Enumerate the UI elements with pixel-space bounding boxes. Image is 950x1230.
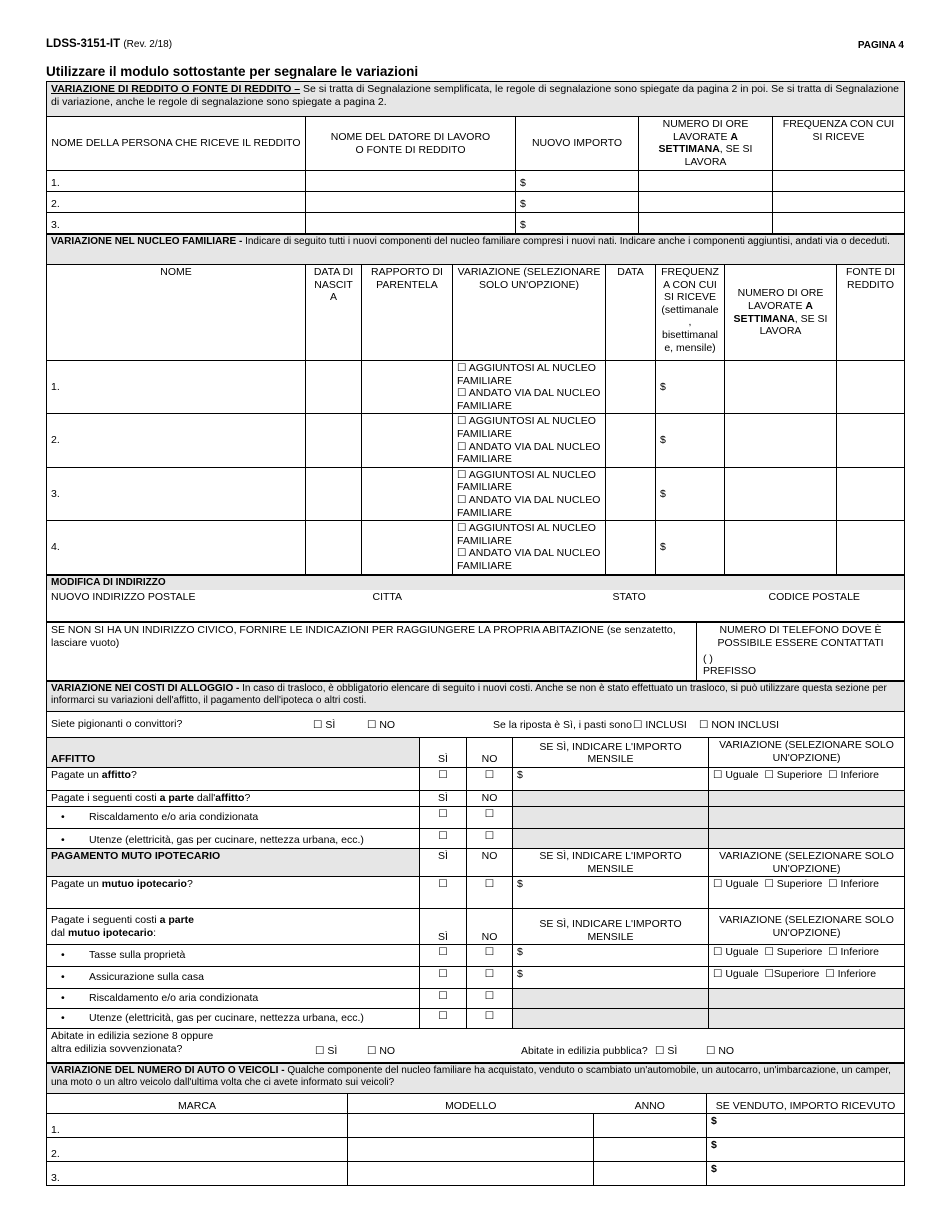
relationship-field[interactable]	[362, 467, 453, 520]
household-col-name: NOME	[47, 265, 306, 361]
income-col-name: NOME DELLA PERSONA CHE RICEVE IL REDDITO	[47, 117, 306, 171]
vehicles-col-sold: SE VENDUTO, IMPORTO RICEVUTO	[707, 1094, 905, 1114]
income-row-number: 1.	[47, 171, 306, 192]
amount-field[interactable]	[516, 171, 639, 192]
housing-section-header	[47, 682, 905, 712]
source-field[interactable]	[837, 521, 905, 574]
higher-checkbox[interactable]: ☐ Superiore	[764, 878, 823, 891]
hh-hours-t2: , SE SI LAVORA	[759, 312, 828, 338]
meals-included-checkbox[interactable]: ☐ INCLUSI	[633, 719, 687, 731]
rent-no-checkbox[interactable]: ☐	[467, 768, 513, 791]
dollar-sign: $	[517, 878, 523, 891]
dollar-sign: $	[660, 487, 666, 500]
dollar-sign: $	[520, 177, 526, 190]
city-field[interactable]	[369, 590, 609, 622]
lower-checkbox[interactable]: ☐ Inferiore	[828, 946, 880, 959]
hh-hours-b2: SETTIMANA	[733, 312, 795, 325]
dollar-sign: $	[517, 946, 523, 959]
dollar-sign: $	[517, 968, 523, 981]
no-header: NO	[467, 738, 513, 768]
table-row	[47, 967, 905, 989]
boarders-no-checkbox[interactable]: ☐ NO	[367, 719, 396, 731]
sold-amount-field[interactable]	[707, 1138, 905, 1162]
household-title: VARIAZIONE NEL NUCLEO FAMILIARE -	[51, 236, 243, 247]
dollar-sign: $	[711, 1115, 717, 1128]
subsidized-row	[47, 1029, 905, 1063]
added-checkbox[interactable]: ☐ AGGIUNTOSI AL NUCLEO FAMILIARE	[457, 362, 596, 387]
table-row	[47, 414, 905, 467]
table-row	[47, 1009, 905, 1029]
yes-header: SÌ	[420, 909, 467, 945]
boarders-row	[47, 712, 905, 738]
model-field[interactable]	[348, 1138, 594, 1162]
dollar-sign: $	[660, 380, 666, 393]
income-col-frequency: FREQUENZA CON CUI SI RICEVE	[773, 117, 905, 171]
income-col-employer-l1: NOME DEL DATORE DI LAVORO	[330, 130, 491, 143]
table-row	[47, 1162, 905, 1186]
dollar-sign: $	[711, 1163, 717, 1176]
equal-checkbox[interactable]: ☐ Uguale	[713, 946, 759, 959]
income-col-amount: NUOVO IMPORTO	[516, 117, 639, 171]
dob-field[interactable]	[306, 361, 362, 414]
insurance-change-options	[709, 967, 905, 989]
income-section	[46, 81, 905, 234]
lower-checkbox[interactable]: ☐ Inferiore	[828, 769, 880, 781]
household-section-header	[47, 235, 905, 265]
public-yes-checkbox[interactable]: ☐ SÌ	[655, 1045, 678, 1058]
income-section-header	[47, 82, 905, 117]
household-col-source: FONTE DI REDDITO	[837, 265, 905, 361]
housing-text: In caso di trasloco, è obbligatorio elencare di seguito i nuovi costi. Anche se non è stato effettuato un trasloco, si può utilizzare questa sezione per informarci su variazioni dell'affitto, il pagamento dell'ipoteca o altri costi.	[51, 683, 887, 706]
form-id-text: LDSS-3151-IT	[46, 38, 121, 50]
change-options	[453, 361, 606, 414]
dob-field[interactable]	[306, 414, 362, 467]
section8-label-1: Abitate in edilizia sezione 8 oppure	[51, 1030, 214, 1043]
mortgage-heating-yes-checkbox[interactable]: ☐	[420, 989, 467, 1009]
dollar-sign: $	[520, 198, 526, 211]
added-checkbox[interactable]: ☐ AGGIUNTOSI AL NUCLEO FAMILIARE	[457, 415, 596, 440]
page-number: PAGINA 4	[857, 40, 904, 51]
directions-field[interactable]	[47, 623, 697, 681]
form-revision: (Rev. 2/18)	[123, 39, 173, 50]
frequency-field[interactable]	[773, 171, 905, 192]
rc-mid: dall'	[194, 792, 216, 805]
table-row	[47, 171, 905, 192]
rent-q-post: ?	[130, 769, 137, 781]
shaded-cell	[513, 1009, 709, 1029]
dob-field[interactable]	[306, 467, 362, 520]
hours-field[interactable]	[639, 192, 773, 213]
rc-pre: Pagate i seguenti costi	[51, 792, 160, 805]
insurance-amount-field[interactable]	[513, 967, 709, 989]
income-col-hours	[639, 117, 773, 171]
monthly-amount-header: SE SÌ, INDICARE L'IMPORTO MENSILE	[513, 849, 709, 877]
rent-heating-yes-checkbox[interactable]: ☐	[420, 807, 467, 829]
change-options	[453, 521, 606, 574]
rent-amount-field[interactable]	[513, 768, 709, 791]
household-row-number: 4.	[47, 521, 306, 574]
state-field[interactable]	[609, 590, 739, 622]
mail-address-label: NUOVO INDIRIZZO POSTALE	[51, 590, 196, 603]
relationship-field[interactable]	[362, 521, 453, 574]
household-col-hours	[725, 265, 837, 361]
directions-section	[46, 622, 905, 681]
housing-title: VARIAZIONE NEI COSTI DI ALLOGGIO -	[51, 683, 240, 694]
mc-bold: a parte	[159, 914, 195, 927]
left-checkbox[interactable]: ☐ ANDATO VIA DAL NUCLEO FAMILIARE	[457, 547, 601, 572]
shaded-cell	[709, 989, 905, 1009]
state-label: STATO	[612, 590, 646, 603]
dob-field[interactable]	[306, 521, 362, 574]
no-header: NO	[467, 849, 513, 877]
taxes-yes-checkbox[interactable]: ☐	[420, 945, 467, 967]
rc-bold2: affitto	[215, 792, 245, 805]
rent-utilities-no-checkbox[interactable]: ☐	[467, 829, 513, 849]
higher-checkbox[interactable]: ☐ Superiore	[764, 769, 823, 781]
sold-amount-field[interactable]	[707, 1114, 905, 1138]
table-row	[47, 945, 905, 967]
household-col-frequency	[656, 265, 725, 361]
meals-question: Se la riposta è Sì, i pasti sono	[493, 719, 632, 731]
insurance-yes-checkbox[interactable]: ☐	[420, 967, 467, 989]
shaded-cell	[513, 791, 709, 807]
freq-l1: FREQUENZ A CON CUI SI RICEVE (settimanale	[661, 266, 719, 316]
dollar-sign: $	[660, 434, 666, 447]
freq-field[interactable]	[656, 467, 725, 520]
mc-l2-post: :	[153, 926, 157, 939]
no-header: NO	[467, 791, 513, 807]
hours-field[interactable]	[725, 521, 837, 574]
sold-amount-field[interactable]	[707, 1162, 905, 1186]
directions-label: SE NON SI HA UN INDIRIZZO CIVICO, FORNIRE LE INDICAZIONI PER RAGGIUNGERE LA PROPRIA ABITAZIONE (se senzatetto, lasciare vuoto)	[51, 624, 676, 649]
income-text: Se si tratta di Segnalazione semplificata, le regole di segnalazione sono spiegate da pagina 2 in poi. Se si tratta di Segnalazione di variazione, anche le regole di segnalazione sono spiegate a pagina 2.	[51, 83, 900, 108]
hours-t1: NUMERO DI ORE LAVORATE	[662, 118, 749, 143]
rent-title: AFFITTO	[47, 738, 420, 768]
hours-b2: SETTIMANA	[658, 143, 720, 156]
meals-not-included-checkbox[interactable]: ☐ NON INCLUSI	[699, 719, 780, 731]
table-row	[47, 807, 905, 829]
relationship-field[interactable]	[362, 414, 453, 467]
monthly-amount-header: SE SÌ, INDICARE L'IMPORTO MENSILE	[513, 738, 709, 768]
lower-checkbox[interactable]: ☐ Inferiore	[825, 968, 877, 981]
income-row-number: 3.	[47, 213, 306, 234]
table-row	[47, 467, 905, 520]
change-options	[453, 414, 606, 467]
public-no-checkbox[interactable]: ☐ NO	[706, 1045, 735, 1058]
rent-q-bold: affitto	[101, 769, 131, 781]
date-field[interactable]	[606, 521, 656, 574]
year-field[interactable]	[594, 1114, 707, 1138]
dollar-sign: $	[660, 541, 666, 554]
frequency-field[interactable]	[773, 213, 905, 234]
added-checkbox[interactable]: ☐ AGGIUNTOSI AL NUCLEO FAMILIARE	[457, 522, 596, 547]
source-field[interactable]	[837, 467, 905, 520]
boarders-question: Siete pigionanti o convittori?	[51, 718, 183, 731]
insurance-no-checkbox[interactable]: ☐	[467, 967, 513, 989]
mortgage-heating-label: • Riscaldamento e/o aria condizionata	[47, 989, 420, 1009]
table-row	[47, 521, 905, 574]
table-row	[47, 213, 905, 234]
shaded-cell	[709, 807, 905, 829]
household-col-date: DATA	[606, 265, 656, 361]
freq-field[interactable]	[656, 361, 725, 414]
vehicles-title: VARIAZIONE DEL NUMERO DI AUTO O VEICOLI -	[51, 1065, 285, 1077]
hours-b1: A	[730, 130, 738, 143]
household-text: Indicare di seguito tutti i nuovi componenti del nucleo familiare compresi i nuovi nati. Indicare anche i componenti aggiuntisi, andati via o deceduti.	[245, 236, 890, 247]
public-housing-question: Abitate in edilizia pubblica?	[521, 1045, 648, 1058]
rent-question	[47, 768, 420, 791]
left-checkbox[interactable]: ☐ ANDATO VIA DAL NUCLEO FAMILIARE	[457, 440, 601, 466]
household-row-number: 3.	[47, 467, 306, 520]
hours-t2: , SE SI LAVORA	[684, 143, 753, 168]
mortgage-utilities-yes-checkbox[interactable]: ☐	[420, 1009, 467, 1029]
page-title: Utilizzare il modulo sottostante per segnalare le variazioni	[46, 64, 419, 79]
city-label: CITTA	[372, 590, 403, 603]
year-field[interactable]	[594, 1138, 707, 1162]
mc-pre: Pagate i seguenti costi	[51, 914, 160, 927]
relationship-field[interactable]	[362, 361, 453, 414]
income-title: VARIAZIONE DI REDDITO O FONTE DI REDDITO –	[51, 83, 301, 95]
dollar-sign: $	[711, 1139, 717, 1152]
mq-post: ?	[186, 878, 193, 891]
hours-field[interactable]	[639, 213, 773, 234]
vehicle-row-number: 1.	[47, 1114, 348, 1138]
vehicles-col-model: MODELLO	[348, 1094, 594, 1114]
vehicles-section	[46, 1063, 905, 1186]
added-checkbox[interactable]: ☐ AGGIUNTOSI AL NUCLEO FAMILIARE	[457, 468, 596, 494]
shaded-cell	[709, 1009, 905, 1029]
table-row	[47, 1114, 905, 1138]
equal-checkbox[interactable]: ☐ Uguale	[713, 769, 759, 781]
change-options	[453, 467, 606, 520]
rc-bold: a parte	[159, 792, 195, 805]
mail-address-field[interactable]	[47, 590, 369, 622]
mortgage-no-checkbox[interactable]: ☐	[467, 877, 513, 909]
household-section	[46, 234, 905, 575]
taxes-no-checkbox[interactable]: ☐	[467, 945, 513, 967]
vehicles-section-header	[47, 1064, 905, 1094]
insurance-label: • Assicurazione sulla casa	[47, 967, 420, 989]
table-row	[47, 877, 905, 909]
shaded-cell	[513, 807, 709, 829]
rent-heating-no-checkbox[interactable]: ☐	[467, 807, 513, 829]
frequency-field[interactable]	[773, 192, 905, 213]
hours-field[interactable]	[725, 467, 837, 520]
income-row-number: 2.	[47, 192, 306, 213]
higher-checkbox[interactable]: ☐Superiore	[764, 968, 820, 981]
freq-field[interactable]	[656, 521, 725, 574]
left-checkbox[interactable]: ☐ ANDATO VIA DAL NUCLEO FAMILIARE	[457, 493, 601, 519]
mc-l2-pre: dal	[51, 926, 68, 939]
date-field[interactable]	[606, 467, 656, 520]
dollar-sign: $	[520, 219, 526, 232]
mc-l2-bold: mutuo ipotecario	[67, 926, 154, 939]
freq-field[interactable]	[656, 414, 725, 467]
employer-field[interactable]	[306, 213, 516, 234]
phone-field[interactable]	[697, 623, 905, 681]
rc-post: ?	[244, 792, 251, 805]
mortgage-utilities-label: • Utenze (elettricità, gas per cucinare, nettezza urbana, ecc.)	[47, 1009, 420, 1029]
yes-header: SÌ	[420, 738, 467, 768]
yes-header: SÌ	[420, 849, 467, 877]
hh-hours-t1: NUMERO DI ORE LAVORATE	[737, 287, 824, 312]
vehicles-col-make: MARCA	[47, 1094, 348, 1114]
mortgage-costs-question	[47, 909, 420, 945]
rent-q-pre: Pagate un	[51, 769, 102, 781]
area-code-parens: ( )	[703, 653, 713, 666]
taxes-label: • Tasse sulla proprietà	[47, 945, 420, 967]
household-col-relationship: RAPPORTO DI PARENTELA	[362, 265, 453, 361]
housing-section	[46, 681, 905, 1063]
date-field[interactable]	[606, 361, 656, 414]
rent-utilities-yes-checkbox[interactable]: ☐	[420, 829, 467, 849]
household-row-number: 1.	[47, 361, 306, 414]
model-field[interactable]	[348, 1162, 594, 1186]
section8-yes-checkbox[interactable]: ☐ SÌ	[315, 1045, 338, 1058]
table-row	[47, 192, 905, 213]
equal-checkbox[interactable]: ☐ Uguale	[713, 968, 759, 981]
mortgage-amount-field[interactable]	[513, 877, 709, 909]
dollar-sign: $	[517, 769, 523, 781]
higher-checkbox[interactable]: ☐ Superiore	[764, 946, 823, 959]
amount-field[interactable]	[516, 213, 639, 234]
shaded-cell	[709, 791, 905, 807]
section8-label-2: altra edilizia sovvenzionata?	[51, 1042, 183, 1055]
model-field[interactable]	[348, 1114, 594, 1138]
vehicles-text: Qualche componente del nucleo familiare ha acquistato, venduto o scambiato un'automobile, un autocarro, un'imbarcazione, un camper, una moto o un altro veicolo dall'ultima volta che ci avete informato sui veicoli?	[51, 1065, 891, 1089]
hours-field[interactable]	[725, 414, 837, 467]
employer-field[interactable]	[306, 171, 516, 192]
phone-label: NUMERO DI TELEFONO DOVE È POSSIBILE ESSERE CONTATTATI	[717, 624, 884, 649]
address-section	[46, 575, 905, 623]
form-body	[46, 81, 904, 1186]
mortgage-yes-checkbox[interactable]: ☐	[420, 877, 467, 909]
monthly-amount-header: SE SÌ, INDICARE L'IMPORTO MENSILE	[513, 909, 709, 945]
zip-field[interactable]	[739, 590, 905, 622]
mortgage-utilities-no-checkbox[interactable]: ☐	[467, 1009, 513, 1029]
freq-l2: , bisettimanal e, mensile)	[661, 316, 719, 354]
taxes-change-options	[709, 945, 905, 967]
vehicles-col-year: ANNO	[594, 1094, 707, 1114]
rent-utilities-label: • Utenze (elettricità, gas per cucinare, nettezza urbana, ecc.)	[47, 829, 420, 849]
shaded-cell	[709, 829, 905, 849]
section8-no-checkbox[interactable]: ☐ NO	[367, 1045, 396, 1058]
income-col-employer	[306, 117, 516, 171]
no-header: NO	[467, 909, 513, 945]
taxes-amount-field[interactable]	[513, 945, 709, 967]
source-field[interactable]	[837, 361, 905, 414]
lower-checkbox[interactable]: ☐ Inferiore	[828, 878, 880, 891]
income-col-employer-l2: O FONTE DI REDDITO	[355, 143, 466, 156]
rent-heating-label: • Riscaldamento e/o aria condizionata	[47, 807, 420, 829]
rent-change-options	[709, 768, 905, 791]
household-row-number: 2.	[47, 414, 306, 467]
address-title: MODIFICA DI INDIRIZZO	[47, 575, 905, 590]
table-row	[47, 1138, 905, 1162]
table-row	[47, 829, 905, 849]
rent-yes-checkbox[interactable]: ☐	[420, 768, 467, 791]
vehicle-row-number: 2.	[47, 1138, 348, 1162]
mortgage-title: PAGAMENTO MUTO IPOTECARIO	[47, 849, 420, 877]
mq-bold: mutuo ipotecario	[101, 878, 187, 891]
yes-header: SÌ	[420, 791, 467, 807]
change-header: VARIAZIONE (SELEZIONARE SOLO UN'OPZIONE)	[709, 909, 905, 945]
boarders-yes-checkbox[interactable]: ☐ SÌ	[313, 719, 336, 731]
mortgage-heating-no-checkbox[interactable]: ☐	[467, 989, 513, 1009]
hours-field[interactable]	[639, 171, 773, 192]
form-id	[46, 38, 172, 52]
change-header: VARIAZIONE (SELEZIONARE SOLO UN'OPZIONE)	[709, 849, 905, 877]
table-row	[47, 989, 905, 1009]
left-checkbox[interactable]: ☐ ANDATO VIA DAL NUCLEO FAMILIARE	[457, 387, 601, 412]
source-field[interactable]	[837, 414, 905, 467]
hh-hours-b1: A	[805, 299, 813, 312]
mortgage-change-options	[709, 877, 905, 909]
table-row	[47, 361, 905, 414]
hours-field[interactable]	[725, 361, 837, 414]
date-field[interactable]	[606, 414, 656, 467]
vehicle-row-number: 3.	[47, 1162, 348, 1186]
household-col-change: VARIAZIONE (SELEZIONARE SOLO UN'OPZIONE)	[453, 265, 606, 361]
mortgage-question	[47, 877, 420, 909]
shaded-cell	[513, 989, 709, 1009]
table-row	[47, 768, 905, 791]
rent-costs-question	[47, 791, 420, 807]
year-field[interactable]	[594, 1162, 707, 1186]
amount-field[interactable]	[516, 192, 639, 213]
shaded-cell	[513, 829, 709, 849]
household-col-dob: DATA DI NASCIT A	[306, 265, 362, 361]
mq-pre: Pagate un	[51, 878, 102, 891]
area-code-label: PREFISSO	[703, 665, 757, 678]
zip-label: CODICE POSTALE	[768, 590, 860, 603]
change-header: VARIAZIONE (SELEZIONARE SOLO UN'OPZIONE)	[709, 738, 905, 768]
employer-field[interactable]	[306, 192, 516, 213]
equal-checkbox[interactable]: ☐ Uguale	[713, 878, 759, 891]
